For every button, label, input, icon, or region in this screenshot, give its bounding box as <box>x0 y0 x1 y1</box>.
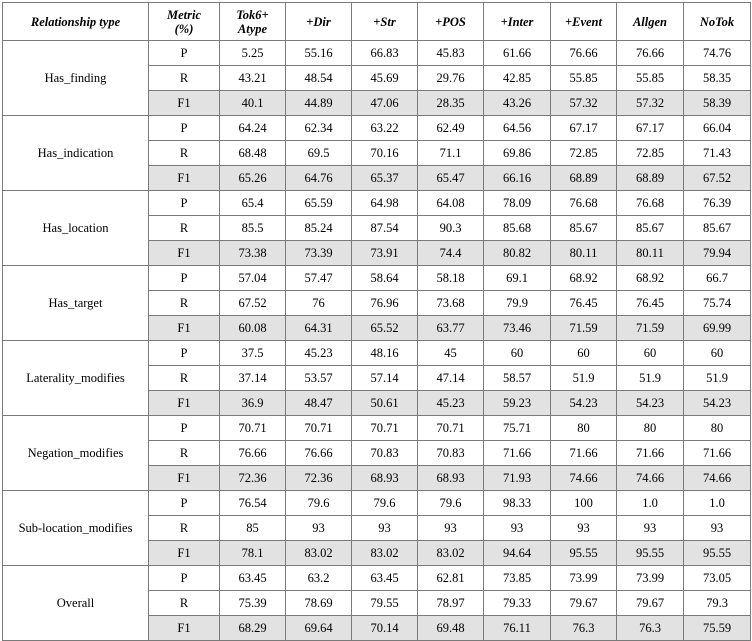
header-metric-line2: (%) <box>174 21 194 36</box>
value-cell: 55.85 <box>551 66 617 91</box>
value-cell: 43.21 <box>220 66 286 91</box>
value-cell: 75.59 <box>684 616 751 641</box>
value-cell: 73.05 <box>684 566 751 591</box>
relationship-type-cell: Laterality_modifies <box>3 341 149 416</box>
metric-cell: P <box>149 266 220 291</box>
value-cell: 68.89 <box>617 166 684 191</box>
value-cell: 73.46 <box>484 316 551 341</box>
results-table <box>2 2 751 641</box>
value-cell: 80.11 <box>617 241 684 266</box>
value-cell: 67.17 <box>551 116 617 141</box>
value-cell: 95.55 <box>617 541 684 566</box>
table-row <box>3 191 751 216</box>
value-cell: 68.92 <box>617 266 684 291</box>
value-cell: 73.91 <box>352 241 418 266</box>
metric-cell: P <box>149 491 220 516</box>
value-cell: 54.23 <box>551 391 617 416</box>
header-tok6-line2: Atype <box>237 21 268 36</box>
value-cell: 74.76 <box>684 41 751 66</box>
metric-cell: F1 <box>149 241 220 266</box>
value-cell: 66.7 <box>684 266 751 291</box>
value-cell: 62.49 <box>418 116 484 141</box>
value-cell: 65.26 <box>220 166 286 191</box>
header-metric <box>149 3 220 41</box>
value-cell: 93 <box>551 516 617 541</box>
value-cell: 66.04 <box>684 116 751 141</box>
value-cell: 73.99 <box>551 566 617 591</box>
value-cell: 66.16 <box>484 166 551 191</box>
value-cell: 80.82 <box>484 241 551 266</box>
value-cell: 93 <box>352 516 418 541</box>
value-cell: 83.02 <box>286 541 352 566</box>
header-metric-line1: Metric <box>166 7 202 22</box>
value-cell: 93 <box>418 516 484 541</box>
value-cell: 73.68 <box>418 291 484 316</box>
header-notok: NoTok <box>684 3 751 41</box>
table-row <box>3 266 751 291</box>
value-cell: 1.0 <box>617 491 684 516</box>
value-cell: 80 <box>551 416 617 441</box>
value-cell: 76.68 <box>617 191 684 216</box>
value-cell: 48.47 <box>286 391 352 416</box>
relationship-type-cell: Negation_modifies <box>3 416 149 491</box>
header-pos: +POS <box>418 3 484 41</box>
value-cell: 95.55 <box>684 541 751 566</box>
table-row <box>3 416 751 441</box>
metric-cell: F1 <box>149 541 220 566</box>
value-cell: 80 <box>617 416 684 441</box>
value-cell: 55.16 <box>286 41 352 66</box>
table-row <box>3 341 751 366</box>
value-cell: 72.85 <box>617 141 684 166</box>
value-cell: 78.1 <box>220 541 286 566</box>
value-cell: 57.04 <box>220 266 286 291</box>
value-cell: 68.29 <box>220 616 286 641</box>
value-cell: 64.24 <box>220 116 286 141</box>
value-cell: 79.94 <box>684 241 751 266</box>
value-cell: 71.66 <box>551 441 617 466</box>
value-cell: 28.35 <box>418 91 484 116</box>
metric-cell: P <box>149 341 220 366</box>
value-cell: 69.48 <box>418 616 484 641</box>
metric-cell: P <box>149 41 220 66</box>
value-cell: 64.56 <box>484 116 551 141</box>
metric-cell: F1 <box>149 391 220 416</box>
value-cell: 58.64 <box>352 266 418 291</box>
value-cell: 64.76 <box>286 166 352 191</box>
value-cell: 75.74 <box>684 291 751 316</box>
value-cell: 69.86 <box>484 141 551 166</box>
value-cell: 53.57 <box>286 366 352 391</box>
value-cell: 94.64 <box>484 541 551 566</box>
metric-cell: R <box>149 516 220 541</box>
value-cell: 76.66 <box>220 441 286 466</box>
metric-cell: F1 <box>149 316 220 341</box>
value-cell: 93 <box>484 516 551 541</box>
metric-cell: R <box>149 366 220 391</box>
metric-cell: P <box>149 116 220 141</box>
value-cell: 69.5 <box>286 141 352 166</box>
metric-cell: R <box>149 291 220 316</box>
header-tok6-atype <box>220 3 286 41</box>
value-cell: 68.89 <box>551 166 617 191</box>
relationship-type-cell: Overall <box>3 566 149 641</box>
metric-cell: F1 <box>149 91 220 116</box>
value-cell: 76 <box>286 291 352 316</box>
value-cell: 70.83 <box>352 441 418 466</box>
value-cell: 85.67 <box>551 216 617 241</box>
value-cell: 51.9 <box>684 366 751 391</box>
value-cell: 72.36 <box>220 466 286 491</box>
value-cell: 68.93 <box>418 466 484 491</box>
metric-cell: R <box>149 591 220 616</box>
value-cell: 75.71 <box>484 416 551 441</box>
value-cell: 69.64 <box>286 616 352 641</box>
header-relationship-type: Relationship type <box>3 3 149 41</box>
metric-cell: R <box>149 141 220 166</box>
value-cell: 60 <box>551 341 617 366</box>
table-row <box>3 491 751 516</box>
metric-cell: P <box>149 191 220 216</box>
relationship-type-cell: Has_target <box>3 266 149 341</box>
value-cell: 76.11 <box>484 616 551 641</box>
value-cell: 63.22 <box>352 116 418 141</box>
header-inter: +Inter <box>484 3 551 41</box>
value-cell: 63.77 <box>418 316 484 341</box>
value-cell: 57.32 <box>617 91 684 116</box>
value-cell: 76.66 <box>286 441 352 466</box>
header-event: +Event <box>551 3 617 41</box>
value-cell: 67.52 <box>220 291 286 316</box>
value-cell: 76.39 <box>684 191 751 216</box>
value-cell: 70.14 <box>352 616 418 641</box>
value-cell: 70.16 <box>352 141 418 166</box>
metric-cell: R <box>149 66 220 91</box>
value-cell: 67.17 <box>617 116 684 141</box>
value-cell: 65.37 <box>352 166 418 191</box>
metric-cell: R <box>149 216 220 241</box>
value-cell: 61.66 <box>484 41 551 66</box>
value-cell: 60.08 <box>220 316 286 341</box>
value-cell: 43.26 <box>484 91 551 116</box>
relationship-type-cell: Has_location <box>3 191 149 266</box>
value-cell: 55.85 <box>617 66 684 91</box>
value-cell: 72.36 <box>286 466 352 491</box>
metric-cell: F1 <box>149 166 220 191</box>
metric-cell: R <box>149 441 220 466</box>
value-cell: 29.76 <box>418 66 484 91</box>
value-cell: 60 <box>617 341 684 366</box>
value-cell: 57.32 <box>551 91 617 116</box>
value-cell: 58.18 <box>418 266 484 291</box>
value-cell: 47.14 <box>418 366 484 391</box>
value-cell: 73.39 <box>286 241 352 266</box>
value-cell: 73.99 <box>617 566 684 591</box>
value-cell: 79.6 <box>418 491 484 516</box>
value-cell: 78.09 <box>484 191 551 216</box>
value-cell: 100 <box>551 491 617 516</box>
value-cell: 71.43 <box>684 141 751 166</box>
metric-cell: F1 <box>149 616 220 641</box>
value-cell: 54.23 <box>617 391 684 416</box>
header-row <box>3 3 751 41</box>
value-cell: 76.45 <box>551 291 617 316</box>
value-cell: 64.08 <box>418 191 484 216</box>
value-cell: 87.54 <box>352 216 418 241</box>
value-cell: 74.66 <box>617 466 684 491</box>
value-cell: 63.45 <box>220 566 286 591</box>
value-cell: 76.54 <box>220 491 286 516</box>
value-cell: 71.59 <box>551 316 617 341</box>
value-cell: 40.1 <box>220 91 286 116</box>
header-tok6-line1: Tok6+ <box>236 7 269 22</box>
value-cell: 37.14 <box>220 366 286 391</box>
value-cell: 72.85 <box>551 141 617 166</box>
value-cell: 80.11 <box>551 241 617 266</box>
value-cell: 98.33 <box>484 491 551 516</box>
value-cell: 73.38 <box>220 241 286 266</box>
value-cell: 76.66 <box>551 41 617 66</box>
value-cell: 79.3 <box>684 591 751 616</box>
value-cell: 71.59 <box>617 316 684 341</box>
value-cell: 54.23 <box>684 391 751 416</box>
value-cell: 64.31 <box>286 316 352 341</box>
value-cell: 71.66 <box>617 441 684 466</box>
value-cell: 78.97 <box>418 591 484 616</box>
value-cell: 80 <box>684 416 751 441</box>
value-cell: 42.85 <box>484 66 551 91</box>
value-cell: 85.67 <box>617 216 684 241</box>
metric-cell: F1 <box>149 466 220 491</box>
value-cell: 93 <box>286 516 352 541</box>
table-row <box>3 41 751 66</box>
value-cell: 45.83 <box>418 41 484 66</box>
value-cell: 68.92 <box>551 266 617 291</box>
value-cell: 79.9 <box>484 291 551 316</box>
value-cell: 63.2 <box>286 566 352 591</box>
value-cell: 45.69 <box>352 66 418 91</box>
value-cell: 76.66 <box>617 41 684 66</box>
value-cell: 45.23 <box>418 391 484 416</box>
value-cell: 79.33 <box>484 591 551 616</box>
value-cell: 70.71 <box>286 416 352 441</box>
table-body <box>3 41 751 641</box>
value-cell: 50.61 <box>352 391 418 416</box>
value-cell: 78.69 <box>286 591 352 616</box>
header-allgen: Allgen <box>617 3 684 41</box>
value-cell: 58.35 <box>684 66 751 91</box>
value-cell: 51.9 <box>551 366 617 391</box>
value-cell: 95.55 <box>551 541 617 566</box>
value-cell: 76.3 <box>551 616 617 641</box>
value-cell: 62.34 <box>286 116 352 141</box>
value-cell: 76.68 <box>551 191 617 216</box>
value-cell: 45 <box>418 341 484 366</box>
value-cell: 74.66 <box>684 466 751 491</box>
value-cell: 85.5 <box>220 216 286 241</box>
value-cell: 58.57 <box>484 366 551 391</box>
value-cell: 71.93 <box>484 466 551 491</box>
value-cell: 79.67 <box>617 591 684 616</box>
value-cell: 83.02 <box>418 541 484 566</box>
value-cell: 57.14 <box>352 366 418 391</box>
value-cell: 45.23 <box>286 341 352 366</box>
table-row <box>3 566 751 591</box>
relationship-type-cell: Has_finding <box>3 41 149 116</box>
value-cell: 70.71 <box>418 416 484 441</box>
value-cell: 70.83 <box>418 441 484 466</box>
value-cell: 69.99 <box>684 316 751 341</box>
header-dir: +Dir <box>286 3 352 41</box>
table-row <box>3 116 751 141</box>
value-cell: 59.23 <box>484 391 551 416</box>
value-cell: 71.1 <box>418 141 484 166</box>
value-cell: 48.16 <box>352 341 418 366</box>
relationship-type-cell: Sub-location_modifies <box>3 491 149 566</box>
value-cell: 73.85 <box>484 566 551 591</box>
value-cell: 70.71 <box>352 416 418 441</box>
value-cell: 37.5 <box>220 341 286 366</box>
value-cell: 68.48 <box>220 141 286 166</box>
value-cell: 65.47 <box>418 166 484 191</box>
value-cell: 62.81 <box>418 566 484 591</box>
value-cell: 60 <box>684 341 751 366</box>
value-cell: 76.45 <box>617 291 684 316</box>
value-cell: 36.9 <box>220 391 286 416</box>
metric-cell: P <box>149 566 220 591</box>
value-cell: 51.9 <box>617 366 684 391</box>
value-cell: 74.66 <box>551 466 617 491</box>
value-cell: 63.45 <box>352 566 418 591</box>
value-cell: 79.67 <box>551 591 617 616</box>
header-str: +Str <box>352 3 418 41</box>
value-cell: 85.24 <box>286 216 352 241</box>
value-cell: 85.68 <box>484 216 551 241</box>
value-cell: 83.02 <box>352 541 418 566</box>
value-cell: 79.55 <box>352 591 418 616</box>
value-cell: 76.3 <box>617 616 684 641</box>
value-cell: 70.71 <box>220 416 286 441</box>
value-cell: 79.6 <box>286 491 352 516</box>
value-cell: 93 <box>684 516 751 541</box>
value-cell: 65.59 <box>286 191 352 216</box>
value-cell: 5.25 <box>220 41 286 66</box>
value-cell: 64.98 <box>352 191 418 216</box>
value-cell: 79.6 <box>352 491 418 516</box>
value-cell: 44.89 <box>286 91 352 116</box>
value-cell: 85.67 <box>684 216 751 241</box>
value-cell: 76.96 <box>352 291 418 316</box>
value-cell: 93 <box>617 516 684 541</box>
value-cell: 69.1 <box>484 266 551 291</box>
value-cell: 75.39 <box>220 591 286 616</box>
value-cell: 66.83 <box>352 41 418 66</box>
relationship-type-cell: Has_indication <box>3 116 149 191</box>
metric-cell: P <box>149 416 220 441</box>
value-cell: 74.4 <box>418 241 484 266</box>
value-cell: 85 <box>220 516 286 541</box>
value-cell: 68.93 <box>352 466 418 491</box>
value-cell: 65.52 <box>352 316 418 341</box>
value-cell: 57.47 <box>286 266 352 291</box>
value-cell: 1.0 <box>684 491 751 516</box>
value-cell: 58.39 <box>684 91 751 116</box>
value-cell: 65.4 <box>220 191 286 216</box>
value-cell: 71.66 <box>684 441 751 466</box>
value-cell: 47.06 <box>352 91 418 116</box>
value-cell: 71.66 <box>484 441 551 466</box>
value-cell: 60 <box>484 341 551 366</box>
value-cell: 48.54 <box>286 66 352 91</box>
value-cell: 67.52 <box>684 166 751 191</box>
value-cell: 90.3 <box>418 216 484 241</box>
